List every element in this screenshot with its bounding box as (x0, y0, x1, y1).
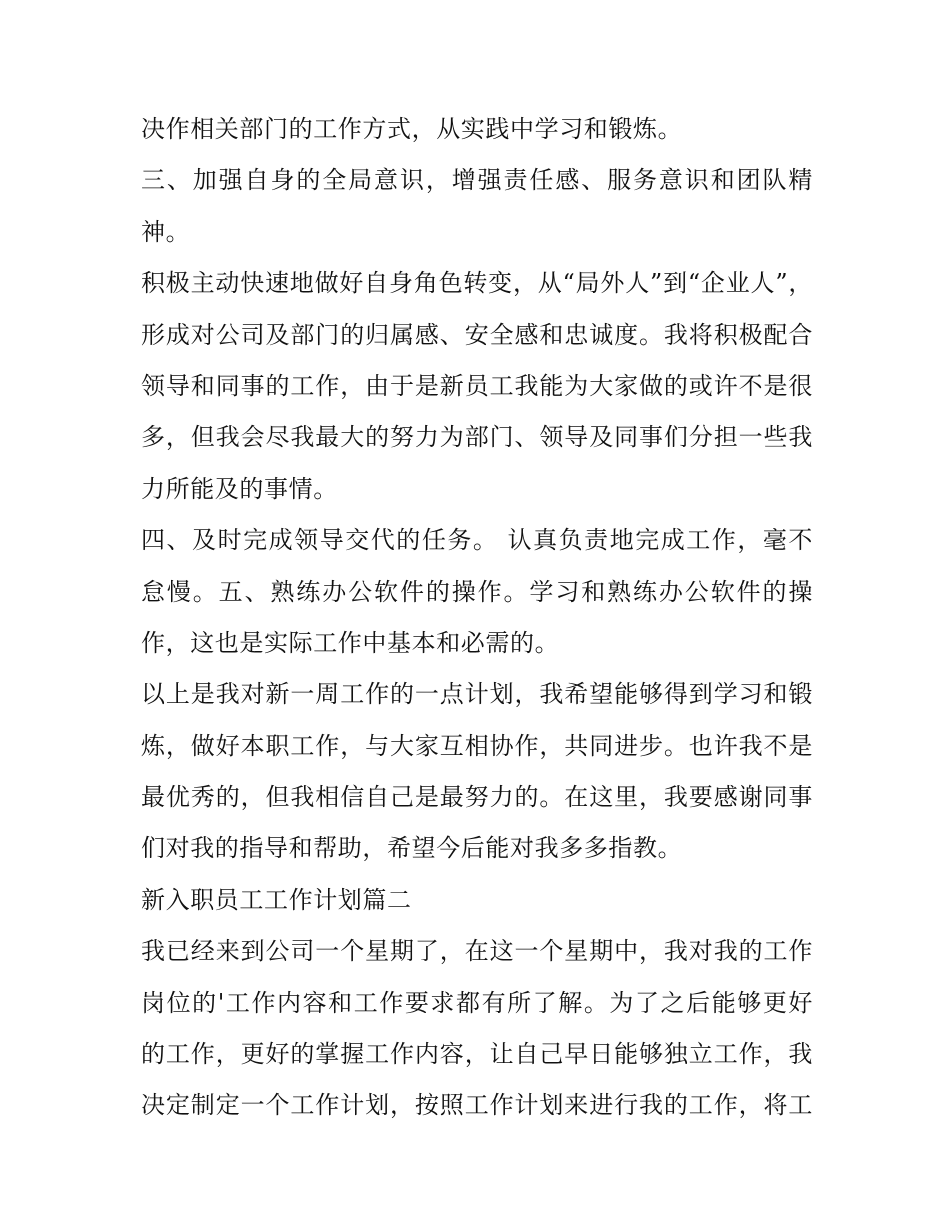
text-line: 们对我的指导和帮助，希望今后能对我多多指教。 (141, 834, 683, 863)
text-line: 怠慢。五、熟练办公软件的操作。学习和熟练办公软件的操 (141, 577, 813, 606)
text-line: 力所能及的事情。 (141, 474, 338, 503)
text-line: 最优秀的，但我相信自己是最努力的。在这里，我要感谢同事 (141, 783, 813, 812)
text-line: 神。 (141, 217, 191, 246)
text-line: 形成对公司及部门的归属感、安全感和忠诚度。我将积极配合 (141, 320, 813, 349)
text-line: 多，但我会尽我最大的努力为部门、领导及同事们分担一些我 (141, 423, 813, 452)
text-line: 领导和同事的工作，由于是新员工我能为大家做的或许不是很 (141, 371, 813, 400)
text-line: 的工作，更好的掌握工作内容，让自己早日能够独立工作，我 (141, 1040, 813, 1069)
text-line: 新入职员工工作计划篇二 (141, 885, 412, 914)
text-line: 决作相关部门的工作方式，从实践中学习和锻炼。 (141, 115, 683, 143)
text-line: 我已经来到公司一个星期了，在这一个星期中，我对我的工作 (141, 937, 813, 966)
text-line: 岗位的'工作内容和工作要求都有所了解。为了之后能够更好 (141, 988, 813, 1017)
text-line: 以上是我对新一周工作的一点计划，我希望能够得到学习和锻 (141, 680, 813, 709)
text-line: 炼，做好本职工作，与大家互相协作，共同进步。也许我不是 (141, 731, 813, 760)
text-line: 决定制定一个工作计划，按照工作计划来进行我的工作，将工 (141, 1091, 813, 1120)
text-line: 四、及时完成领导交代的任务。 认真负责地完成工作，毫不 (141, 526, 813, 555)
text-line: 三、加强自身的全局意识，增强责任感、服务意识和团队精 (141, 166, 813, 195)
document-body (141, 104, 813, 1132)
text-line: 作，这也是实际工作中基本和必需的。 (141, 628, 560, 657)
text-line: 积极主动快速地做好自身角色转变，从“局外人”到“企业人”， (141, 269, 813, 298)
